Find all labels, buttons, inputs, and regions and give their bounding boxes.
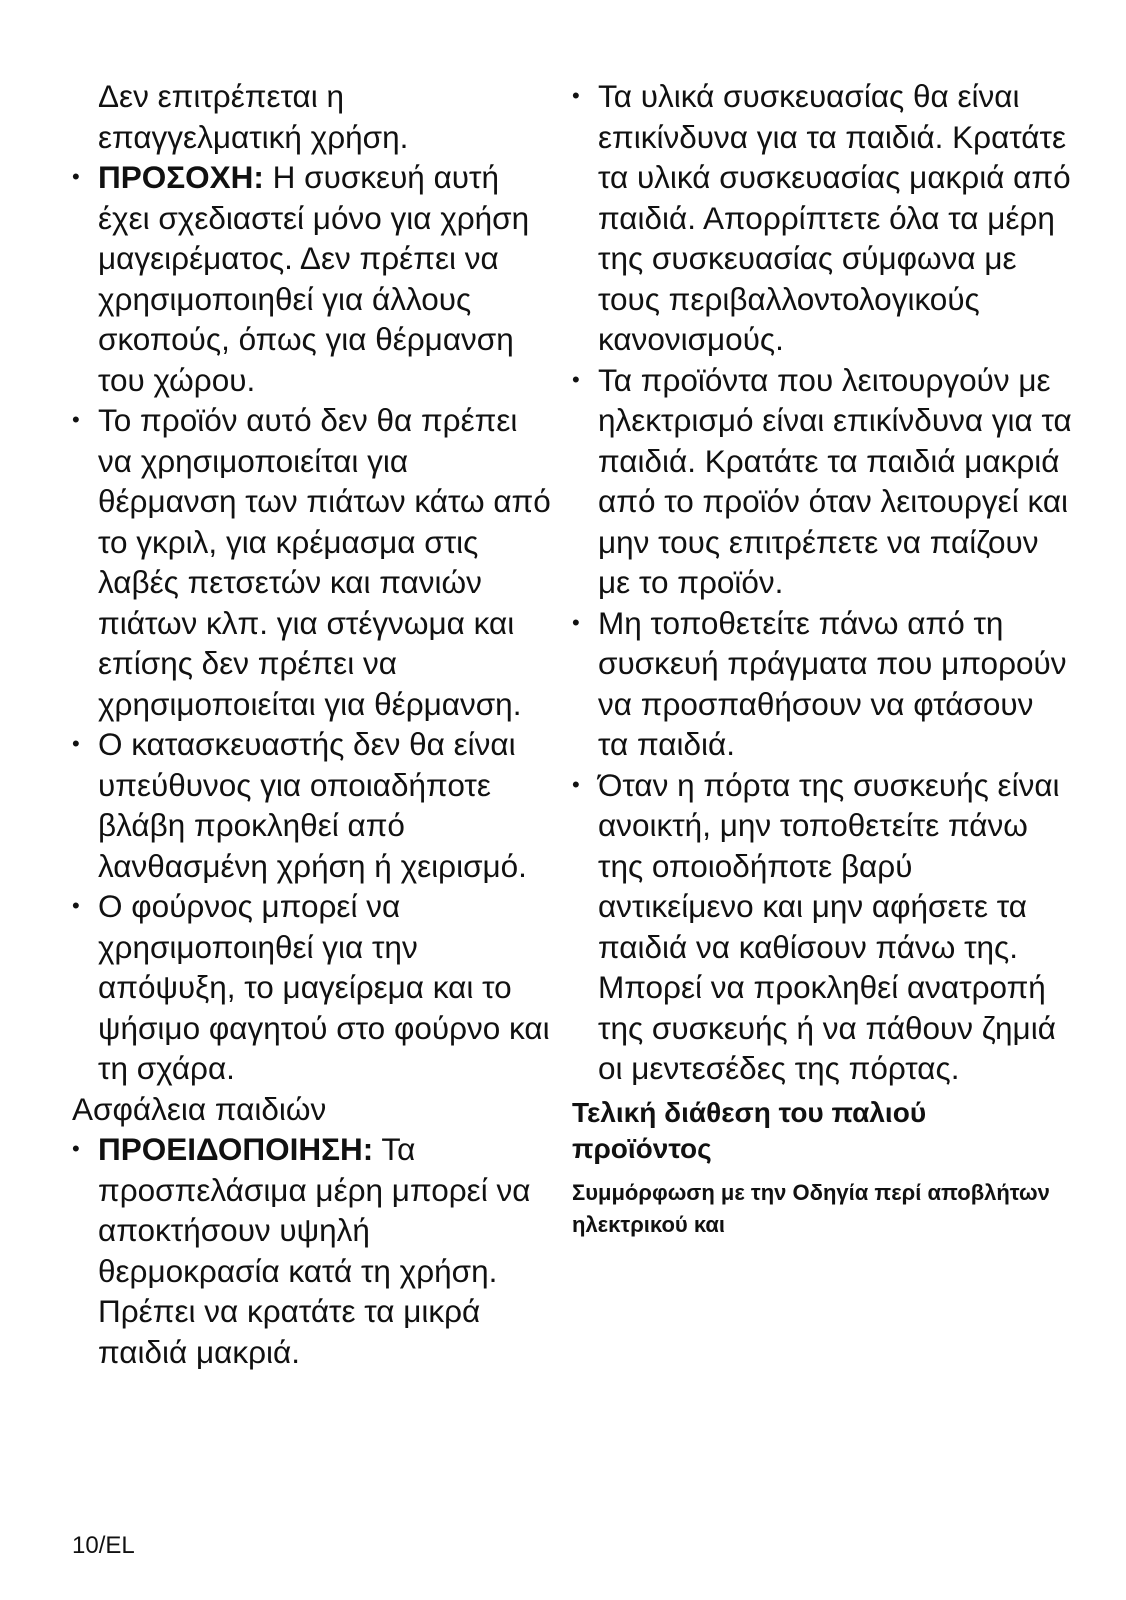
list-item-warning bbox=[72, 1129, 552, 1372]
bullet-icon: • bbox=[72, 407, 80, 432]
caution-label: ΠΡΟΣΟΧΗ: bbox=[98, 159, 264, 195]
list-item-no-heating bbox=[72, 400, 552, 724]
right-column bbox=[572, 76, 1072, 1241]
bullet-icon: • bbox=[572, 366, 580, 392]
weee-subheading: Συμμόρφωση με την Οδηγία περί αποβλήτων ηλεκτρικού και bbox=[572, 1179, 1050, 1237]
list-item-text: Τα υλικά συσκευασίας θα είναι επικίνδυνα για τα παιδιά. Κρατάτε τα υλικά συσκευασίας μακριά από παιδιά. Απορρίπτετε όλα τα μέρη της συσκευασίας σύμφωνα με τους περιβαλλοντολογικούς κανονισμούς. bbox=[598, 78, 1071, 357]
bullet-icon: • bbox=[72, 731, 80, 756]
list-item-oven-usage bbox=[72, 886, 552, 1089]
list-item-text: Τα προϊόντα που λειτουργούν με ηλεκτρισμό είναι επικίνδυνα για τα παιδιά. Κρατάτε τα παιδιά μακριά από το προϊόν όταν λειτουργεί και μην τους επιτρέπετε να παίζουν με το προϊόν. bbox=[598, 361, 1072, 600]
list-item-text: Η συσκευή αυτή έχει σχεδιαστεί μόνο για χρήση μαγειρέματος. Δεν πρέπει να χρησιμοποιηθεί για άλλους σκοπούς, όπως για θέρμανση του χώρου. bbox=[98, 159, 530, 398]
list-item-text: Ο κατασκευαστής δεν θα είναι υπεύθυνος για οποιαδήποτε βλάβη προκληθεί από λανθασμένη χρήση ή χειρισμό. bbox=[98, 726, 527, 884]
list-item-text: Μη τοποθετείτε πάνω από τη συσκευή πράγματα που μπορούν να προσπαθήσουν να φτάσουν τα παιδιά. bbox=[598, 604, 1067, 762]
list-item-packaging bbox=[572, 76, 1072, 360]
warning-label: ΠΡΟΕΙΔΟΠΟΙΗΣΗ: bbox=[98, 1131, 374, 1167]
list-item-manufacturer bbox=[72, 724, 552, 886]
intro-paragraph: Δεν επιτρέπεται η επαγγελματική χρήση. bbox=[98, 78, 409, 155]
bullet-icon: • bbox=[72, 164, 80, 189]
list-item-door-open bbox=[572, 765, 1072, 1089]
page-number: 10/EL bbox=[72, 1532, 135, 1559]
bullet-icon: • bbox=[572, 609, 580, 635]
bullet-icon: • bbox=[72, 1136, 80, 1161]
list-item-objects-above bbox=[572, 603, 1072, 765]
list-item-electrical bbox=[572, 360, 1072, 603]
bullet-icon: • bbox=[572, 771, 580, 797]
left-column bbox=[72, 76, 552, 1372]
list-item-text: Τα προσπελάσιμα μέρη μπορεί να αποκτήσουν υψηλή θερμοκρασία κατά τη χρήση. Πρέπει να κρατάτε τα μικρά παιδιά μακριά. bbox=[98, 1131, 531, 1370]
disposal-heading: Τελική διάθεση του παλιού προϊόντος bbox=[572, 1096, 927, 1164]
bullet-icon: • bbox=[72, 893, 80, 918]
bullet-icon: • bbox=[572, 83, 580, 108]
list-item-caution bbox=[72, 157, 552, 400]
list-item-text: Ο φούρνος μπορεί να χρησιμοποιηθεί για την απόψυξη, το μαγείρεμα και το ψήσιμο φαγητού στο φούρνο και τη σχάρα. bbox=[98, 888, 550, 1086]
list-item-text: Όταν η πόρτα της συσκευής είναι ανοικτή, μην τοποθετείτε πάνω της οποιοδήποτε βαρύ αντικείμενο και μην αφήσετε τα παιδιά να καθίσουν πάνω της. Μπορεί να προκληθεί ανατροπή της συσκευής ή να πάθουν ζημιά οι μεντεσέδες της πόρτας. bbox=[598, 766, 1060, 1086]
child-safety-heading: Ασφάλεια παιδιών bbox=[72, 1090, 327, 1127]
list-item-text: Το προϊόν αυτό δεν θα πρέπει να χρησιμοποιείται για θέρμανση των πιάτων κάτω από το γκριλ, για κρέμασμα στις λαβές πετσετών και πανιών πιάτων κλπ. για στέγνωμα και επίσης δεν πρέπει να χρησιμοποιείται για θέρμανση. bbox=[98, 402, 551, 722]
